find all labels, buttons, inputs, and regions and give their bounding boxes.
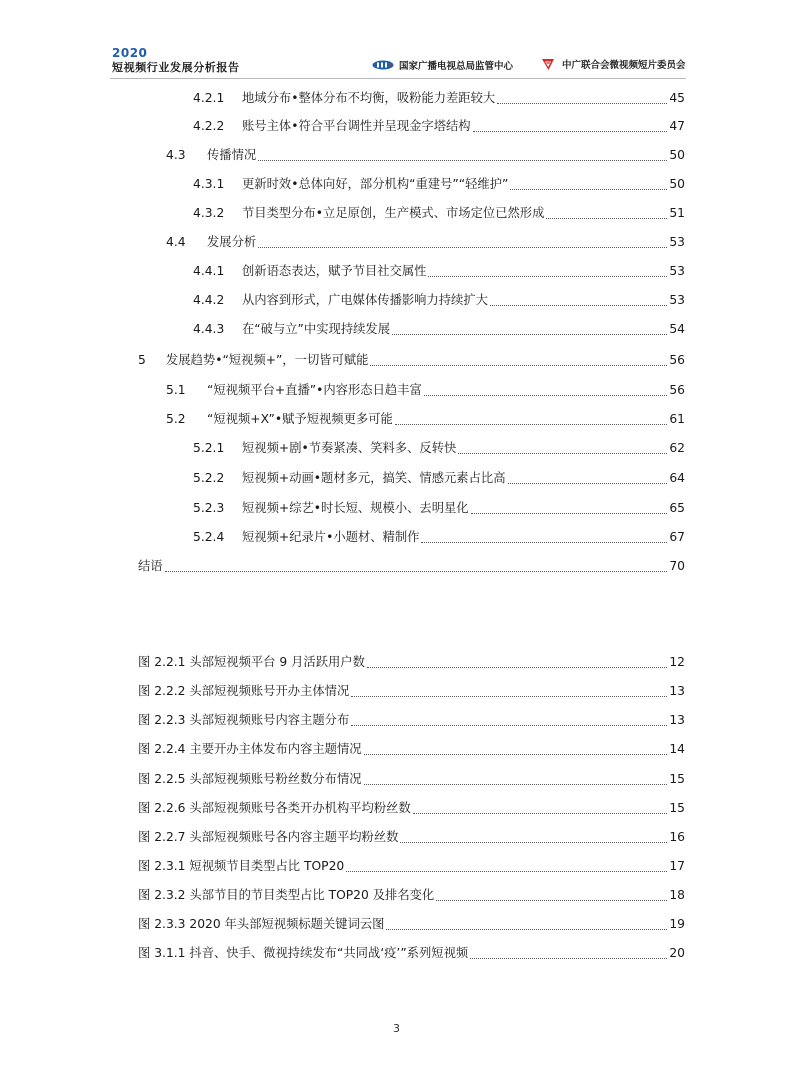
- toc-entry-number: 4.4.3: [193, 322, 225, 336]
- toc-entry-page: 65: [669, 501, 685, 515]
- toc-entry[interactable]: [193, 529, 685, 547]
- toc-entry-number: 4.3: [166, 148, 186, 162]
- dot-leader: [436, 887, 667, 901]
- figure-entry-page: 17: [669, 859, 685, 873]
- toc-entry[interactable]: [193, 470, 685, 488]
- dot-leader: [364, 771, 668, 785]
- org1-name: 国家广播电视总局监管中心: [399, 61, 514, 72]
- figure-entry-page: 16: [669, 830, 685, 844]
- toc-entry-number: 4.4.2: [193, 293, 225, 307]
- toc-entry-number: 5: [138, 353, 146, 367]
- header-divider: [110, 78, 686, 79]
- toc-entry-title: “短视频+X”•赋予短视频更多可能: [207, 412, 393, 426]
- toc-entry-number: 5.2.1: [193, 441, 225, 455]
- toc-entry-title: 地域分布•整体分布不均衡，吸粉能力差距较大: [242, 91, 496, 105]
- toc-entry-title: 短视频+综艺•时长短、规模小、去明星化: [242, 501, 469, 515]
- page-header: [0, 0, 793, 82]
- dot-leader: [428, 263, 667, 277]
- toc-entry-number: 5.2.3: [193, 501, 225, 515]
- toc-entry[interactable]: [193, 118, 685, 136]
- toc-entry-title: 短视频+剧•节奏紧凑、笑料多、反转快: [242, 441, 457, 455]
- toc-entry-page: 47: [669, 119, 685, 133]
- figure-entry-title: 图 2.2.5 头部短视频账号粉丝数分布情况: [138, 772, 362, 786]
- toc-entry[interactable]: [166, 234, 685, 252]
- figure-entry-title: 图 2.2.2 头部短视频账号开办主体情况: [138, 684, 350, 698]
- dot-leader: [351, 683, 667, 697]
- toc-entry-number: 5.1: [166, 383, 186, 397]
- figure-entry-title: 图 2.3.2 头部节目的节目类型占比 TOP20 及排名变化: [138, 888, 435, 902]
- dot-leader: [421, 529, 667, 543]
- figure-entry-page: 15: [669, 801, 685, 815]
- figure-entry-title: 图 3.1.1 抖音、快手、微视持续发布“共同战‘疫’”系列短视频: [138, 946, 469, 960]
- figure-entry-page: 13: [669, 713, 685, 727]
- toc-entry-title: 从内容到形式，广电媒体传播影响力持续扩大: [242, 293, 488, 307]
- toc-entry-title: 账号主体•符合平台调性并呈现金字塔结构: [242, 119, 471, 133]
- toc-entry[interactable]: [193, 90, 685, 108]
- figure-entry-page: 14: [669, 742, 685, 756]
- toc-entry-page: 62: [669, 441, 685, 455]
- toc-entry[interactable]: [193, 292, 685, 310]
- toc-entry-title: “短视频平台+直播”•内容形态日趋丰富: [207, 383, 422, 397]
- dot-leader: [395, 411, 668, 425]
- report-year: 2020: [112, 46, 148, 60]
- figure-entry[interactable]: [138, 741, 685, 759]
- figure-entry[interactable]: [138, 916, 685, 934]
- cart-logo-icon: [541, 57, 555, 71]
- report-title: 短视频行业发展分析报告: [112, 61, 240, 74]
- dot-leader: [508, 470, 668, 484]
- dot-leader: [490, 292, 667, 306]
- toc-entry-title: 节目类型分布•立足原创，生产模式、市场定位已然形成: [242, 206, 545, 220]
- figure-entry-title: 图 2.2.6 头部短视频账号各类开办机构平均粉丝数: [138, 801, 411, 815]
- figure-entry[interactable]: [138, 829, 685, 847]
- dot-leader: [471, 500, 668, 514]
- toc-entry-number: 4.2.2: [193, 119, 225, 133]
- toc-entry[interactable]: [193, 263, 685, 281]
- toc-entry[interactable]: [138, 352, 685, 370]
- toc-entry-page: 54: [669, 322, 685, 336]
- figure-entry-page: 19: [669, 917, 685, 931]
- toc-entry-page: 50: [669, 148, 685, 162]
- toc-entry-number: 5.2.2: [193, 471, 225, 485]
- dot-leader: [458, 440, 667, 454]
- toc-entry-number: 5.2: [166, 412, 186, 426]
- dot-leader: [424, 382, 668, 396]
- figure-entry[interactable]: [138, 800, 685, 818]
- org2-brand: [541, 57, 686, 71]
- figure-entry[interactable]: [138, 858, 685, 876]
- toc-entry-title: 在“破与立”中实现持续发展: [242, 322, 391, 336]
- toc-entry-title: 结语: [138, 559, 163, 573]
- figure-entry-title: 图 2.2.7 头部短视频账号各内容主题平均粉丝数: [138, 830, 399, 844]
- toc-entry-page: 53: [669, 235, 685, 249]
- toc-entry[interactable]: [166, 147, 685, 165]
- dot-leader: [510, 176, 667, 190]
- toc-entry-title: 创新语态表达，赋予节目社交属性: [242, 264, 427, 278]
- toc-entry-page: 56: [669, 353, 685, 367]
- toc-entry-title: 发展分析: [207, 235, 257, 249]
- toc-entry-number: 4.2.1: [193, 91, 225, 105]
- toc-entry-number: 5.2.4: [193, 530, 225, 544]
- ncms-logo-icon: [372, 60, 394, 70]
- toc-entry-title: 短视频+动画•题材多元，搞笑、情感元素占比高: [242, 471, 506, 485]
- toc-entry-page: 67: [669, 530, 685, 544]
- toc-entry-number: 4.3.2: [193, 206, 225, 220]
- dot-leader: [392, 321, 667, 335]
- toc-entry[interactable]: [166, 382, 685, 400]
- figure-entry-page: 18: [669, 888, 685, 902]
- toc-entry-title: 短视频+纪录片•小题材、精制作: [242, 530, 420, 544]
- toc-entry-page: 53: [669, 264, 685, 278]
- toc-entry-number: 4.4: [166, 235, 186, 249]
- figure-entry[interactable]: [138, 683, 685, 701]
- figure-entry[interactable]: [138, 945, 685, 963]
- dot-leader: [367, 654, 667, 668]
- toc-entry-page: 61: [669, 412, 685, 426]
- org1-brand: [372, 58, 513, 72]
- figure-entry-title: 图 2.2.1 头部短视频平台 9 月活跃用户数: [138, 655, 365, 669]
- dot-leader: [473, 118, 668, 132]
- dot-leader: [413, 800, 668, 814]
- toc-entry[interactable]: [193, 176, 685, 194]
- dot-leader: [351, 712, 667, 726]
- toc-entry-page: 50: [669, 177, 685, 191]
- dot-leader: [364, 741, 668, 755]
- dot-leader: [258, 147, 667, 161]
- toc-entry[interactable]: [193, 205, 685, 223]
- dot-leader: [400, 829, 667, 843]
- figure-entry-page: 12: [669, 655, 685, 669]
- figure-entry[interactable]: [138, 712, 685, 730]
- dot-leader: [386, 916, 667, 930]
- toc-entry-page: 51: [669, 206, 685, 220]
- toc-entry-number: 4.4.1: [193, 264, 225, 278]
- toc-entry-page: 56: [669, 383, 685, 397]
- toc-entry-page: 53: [669, 293, 685, 307]
- toc-entry-title: 更新时效•总体向好，部分机构“重建号”“轻维护”: [242, 177, 509, 191]
- toc-entry-number: 4.3.1: [193, 177, 225, 191]
- toc-entry-page: 64: [669, 471, 685, 485]
- figure-entry-page: 13: [669, 684, 685, 698]
- dot-leader: [370, 352, 667, 366]
- dot-leader: [346, 858, 667, 872]
- org2-name: 中广联合会微视频短片委员会: [562, 60, 686, 71]
- dot-leader: [546, 205, 667, 219]
- dot-leader: [497, 90, 667, 104]
- toc-entry[interactable]: [138, 558, 685, 576]
- figure-entry-title: 图 2.3.1 短视频节目类型占比 TOP20: [138, 859, 345, 873]
- figure-entry-page: 15: [669, 772, 685, 786]
- dot-leader: [258, 234, 667, 248]
- toc-entry-page: 45: [669, 91, 685, 105]
- figure-entry[interactable]: [138, 771, 685, 789]
- page-number: 3: [393, 1022, 400, 1035]
- toc-entry-title: 发展趋势•“短视频+”，一切皆可赋能: [166, 353, 369, 367]
- figure-entry-title: 图 2.2.3 头部短视频账号内容主题分布: [138, 713, 350, 727]
- dot-leader: [165, 558, 668, 572]
- figure-entry[interactable]: [138, 654, 685, 672]
- figure-entry[interactable]: [138, 887, 685, 905]
- figure-entry-title: 图 2.3.3 2020 年头部短视频标题关键词云图: [138, 917, 385, 931]
- dot-leader: [470, 945, 667, 959]
- figure-entry-title: 图 2.2.4 主要开办主体发布内容主题情况: [138, 742, 362, 756]
- toc-entry[interactable]: [193, 321, 685, 339]
- toc-entry[interactable]: [166, 411, 685, 429]
- toc-entry[interactable]: [193, 440, 685, 458]
- figure-entry-page: 20: [669, 946, 685, 960]
- toc-entry-page: 70: [669, 559, 685, 573]
- toc-entry-title: 传播情况: [207, 148, 257, 162]
- toc-entry[interactable]: [193, 500, 685, 518]
